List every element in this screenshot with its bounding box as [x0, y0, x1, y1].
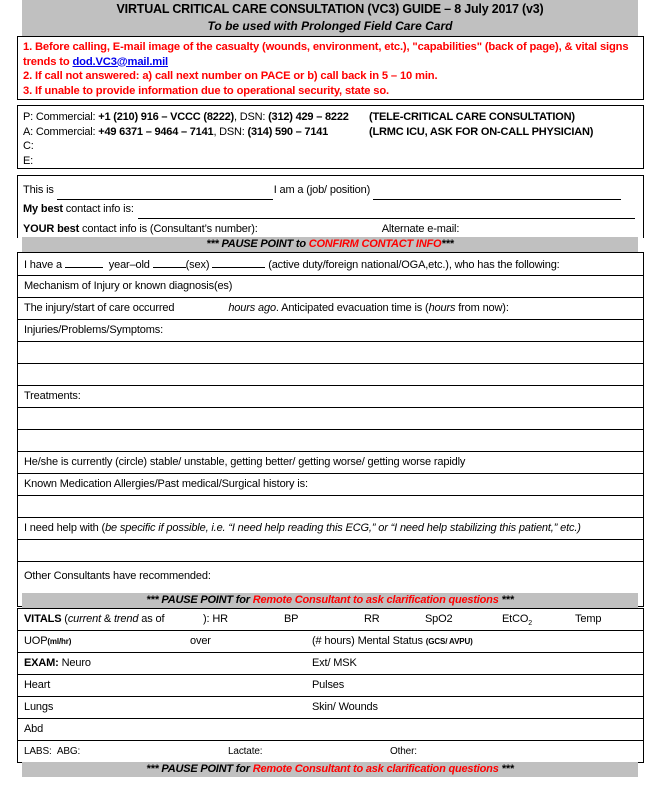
- hr-label: ): HR: [203, 613, 228, 625]
- exam-abd-row[interactable]: Abd: [18, 719, 643, 741]
- rr-label: RR: [364, 613, 380, 625]
- other-labs-label: Other:: [390, 746, 417, 757]
- instruction-1: 1. Before calling, E-mail image of the casualty (wounds, environment, etc.), "capabilities" (back of page), & vital signs trends to dod.VC3@mail.mil: [23, 41, 629, 68]
- pace-alternate: A: Commercial: +49 6371 – 9464 – 7141, DSN: (314) 590 – 7141 (LRMC ICU, ASK FOR ON-CALL PHYSICIAN): [23, 125, 594, 138]
- condition-row[interactable]: He/she is currently (circle) stable/ unstable, getting better/ getting worse/ getting worse rapidly: [18, 452, 643, 474]
- my-contact-field[interactable]: [138, 205, 635, 219]
- pace-primary: P: Commercial: +1 (210) 916 – VCCC (8222), DSN: (312) 429 – 8222 (TELE-CRITICAL CARE CONSULTATION): [23, 111, 575, 123]
- vitals-exam-table: [17, 608, 644, 763]
- page-title: VIRTUAL CRITICAL CARE CONSULTATION (VC3) GUIDE – 8 July 2017 (v3): [116, 2, 544, 16]
- mental-status-label: (# hours) Mental Status (GCS/ AVPU): [312, 635, 473, 647]
- injuries-blank-row-1[interactable]: [18, 342, 643, 364]
- treatments-blank-row-1[interactable]: [18, 408, 643, 430]
- status-field[interactable]: [212, 253, 265, 268]
- injuries-row[interactable]: Injuries/Problems/Symptoms:: [18, 320, 643, 342]
- pulses-label: Pulses: [312, 679, 345, 691]
- pause-point-clarification-1: *** PAUSE POINT for Remote Consultant to ask clarification questions ***: [22, 593, 638, 608]
- contact-info-box: This is I am a (job/ position) My best contact info is: YOUR best contact info is (Consultant’s number): Alternate e-mail:: [17, 175, 644, 238]
- age-field[interactable]: [65, 253, 103, 268]
- instruction-3: 3. If unable to provide information due to operational security, state so.: [23, 84, 390, 97]
- email-link[interactable]: dod.VC3@mail.mil: [72, 55, 169, 68]
- sex-field[interactable]: [153, 253, 186, 268]
- job-position-field[interactable]: [373, 186, 621, 200]
- pause-point-contact: *** PAUSE POINT to CONFIRM CONTACT INFO***: [22, 237, 638, 252]
- help-request-row[interactable]: I need help with (be specific if possible, i.e. “I need help reading this ECG,” or “I need help stabilizing this patient,” etc.): [18, 518, 643, 540]
- instructions-box: [17, 36, 644, 100]
- caller-name-field[interactable]: [57, 186, 273, 200]
- exam-heart-row[interactable]: Heart Pulses: [18, 675, 643, 697]
- injuries-blank-row-2[interactable]: [18, 364, 643, 386]
- title-band: [22, 0, 638, 36]
- etco2-label: EtCO$_2$: [502, 613, 533, 628]
- exam-neuro-row[interactable]: EXAM: Neuro Ext/ MSK: [18, 653, 643, 675]
- temp-label: Temp: [575, 613, 602, 625]
- injury-time-row[interactable]: The injury/start of care occurred hours ago. Anticipated evacuation time is (hours from now):: [18, 298, 643, 320]
- skin-wounds-label: Skin/ Wounds: [312, 701, 378, 713]
- uop-row[interactable]: UOP(ml/hr) over (# hours) Mental Status (GCS/ AVPU): [18, 631, 643, 653]
- treatments-blank-row-2[interactable]: [18, 430, 643, 452]
- exam-lungs-row[interactable]: Lungs Skin/ Wounds: [18, 697, 643, 719]
- instruction-2: 2. If call not answered: a) call next number on PACE or b) call back in 5 – 10 min.: [23, 70, 438, 82]
- over-label: over: [190, 635, 211, 647]
- patient-demographics-row: I have a year–old (sex) (active duty/foreign national/OGA,etc.), who has the following:: [18, 253, 643, 276]
- alternate-note: (LRMC ICU, ASK FOR ON-CALL PHYSICIAN): [369, 125, 594, 138]
- pace-contacts-box: [17, 105, 644, 169]
- pace-emergency: E:: [23, 154, 33, 167]
- ext-msk-label: Ext/ MSK: [312, 657, 357, 669]
- vitals-row[interactable]: VITALS (current & trend as of ): HR BP RR SpO2 EtCO$_2$ Temp: [18, 609, 643, 631]
- history-blank-row[interactable]: [18, 496, 643, 518]
- alternate-phone: +49 6371 – 9464 – 7141: [98, 125, 214, 138]
- primary-phone: +1 (210) 916 – VCCC (8222): [98, 111, 234, 123]
- other-consultants-row[interactable]: Other Consultants have recommended:: [18, 562, 643, 607]
- pause-point-clarification-2: *** PAUSE POINT for Remote Consultant to ask clarification questions ***: [22, 762, 638, 777]
- treatments-row[interactable]: Treatments:: [18, 386, 643, 408]
- labs-row[interactable]: LABS: ABG: Lactate: Other:: [18, 741, 643, 763]
- help-blank-row[interactable]: [18, 540, 643, 562]
- primary-dsn: (312) 429 – 8222: [268, 111, 349, 123]
- pace-contingency: C:: [23, 140, 34, 152]
- history-row[interactable]: Known Medication Allergies/Past medical/Surgical history is:: [18, 474, 643, 496]
- page-subtitle: To be used with Prolonged Field Care Card: [207, 19, 453, 33]
- lactate-label: Lactate:: [228, 746, 263, 757]
- mechanism-row[interactable]: Mechanism of Injury or known diagnosis(es): [18, 276, 643, 298]
- alternate-dsn: (314) 590 – 7141: [247, 125, 329, 138]
- patient-info-table: [17, 252, 644, 607]
- primary-note: (TELE-CRITICAL CARE CONSULTATION): [369, 111, 575, 123]
- spo2-label: SpO2: [425, 613, 453, 625]
- bp-label: BP: [284, 613, 299, 625]
